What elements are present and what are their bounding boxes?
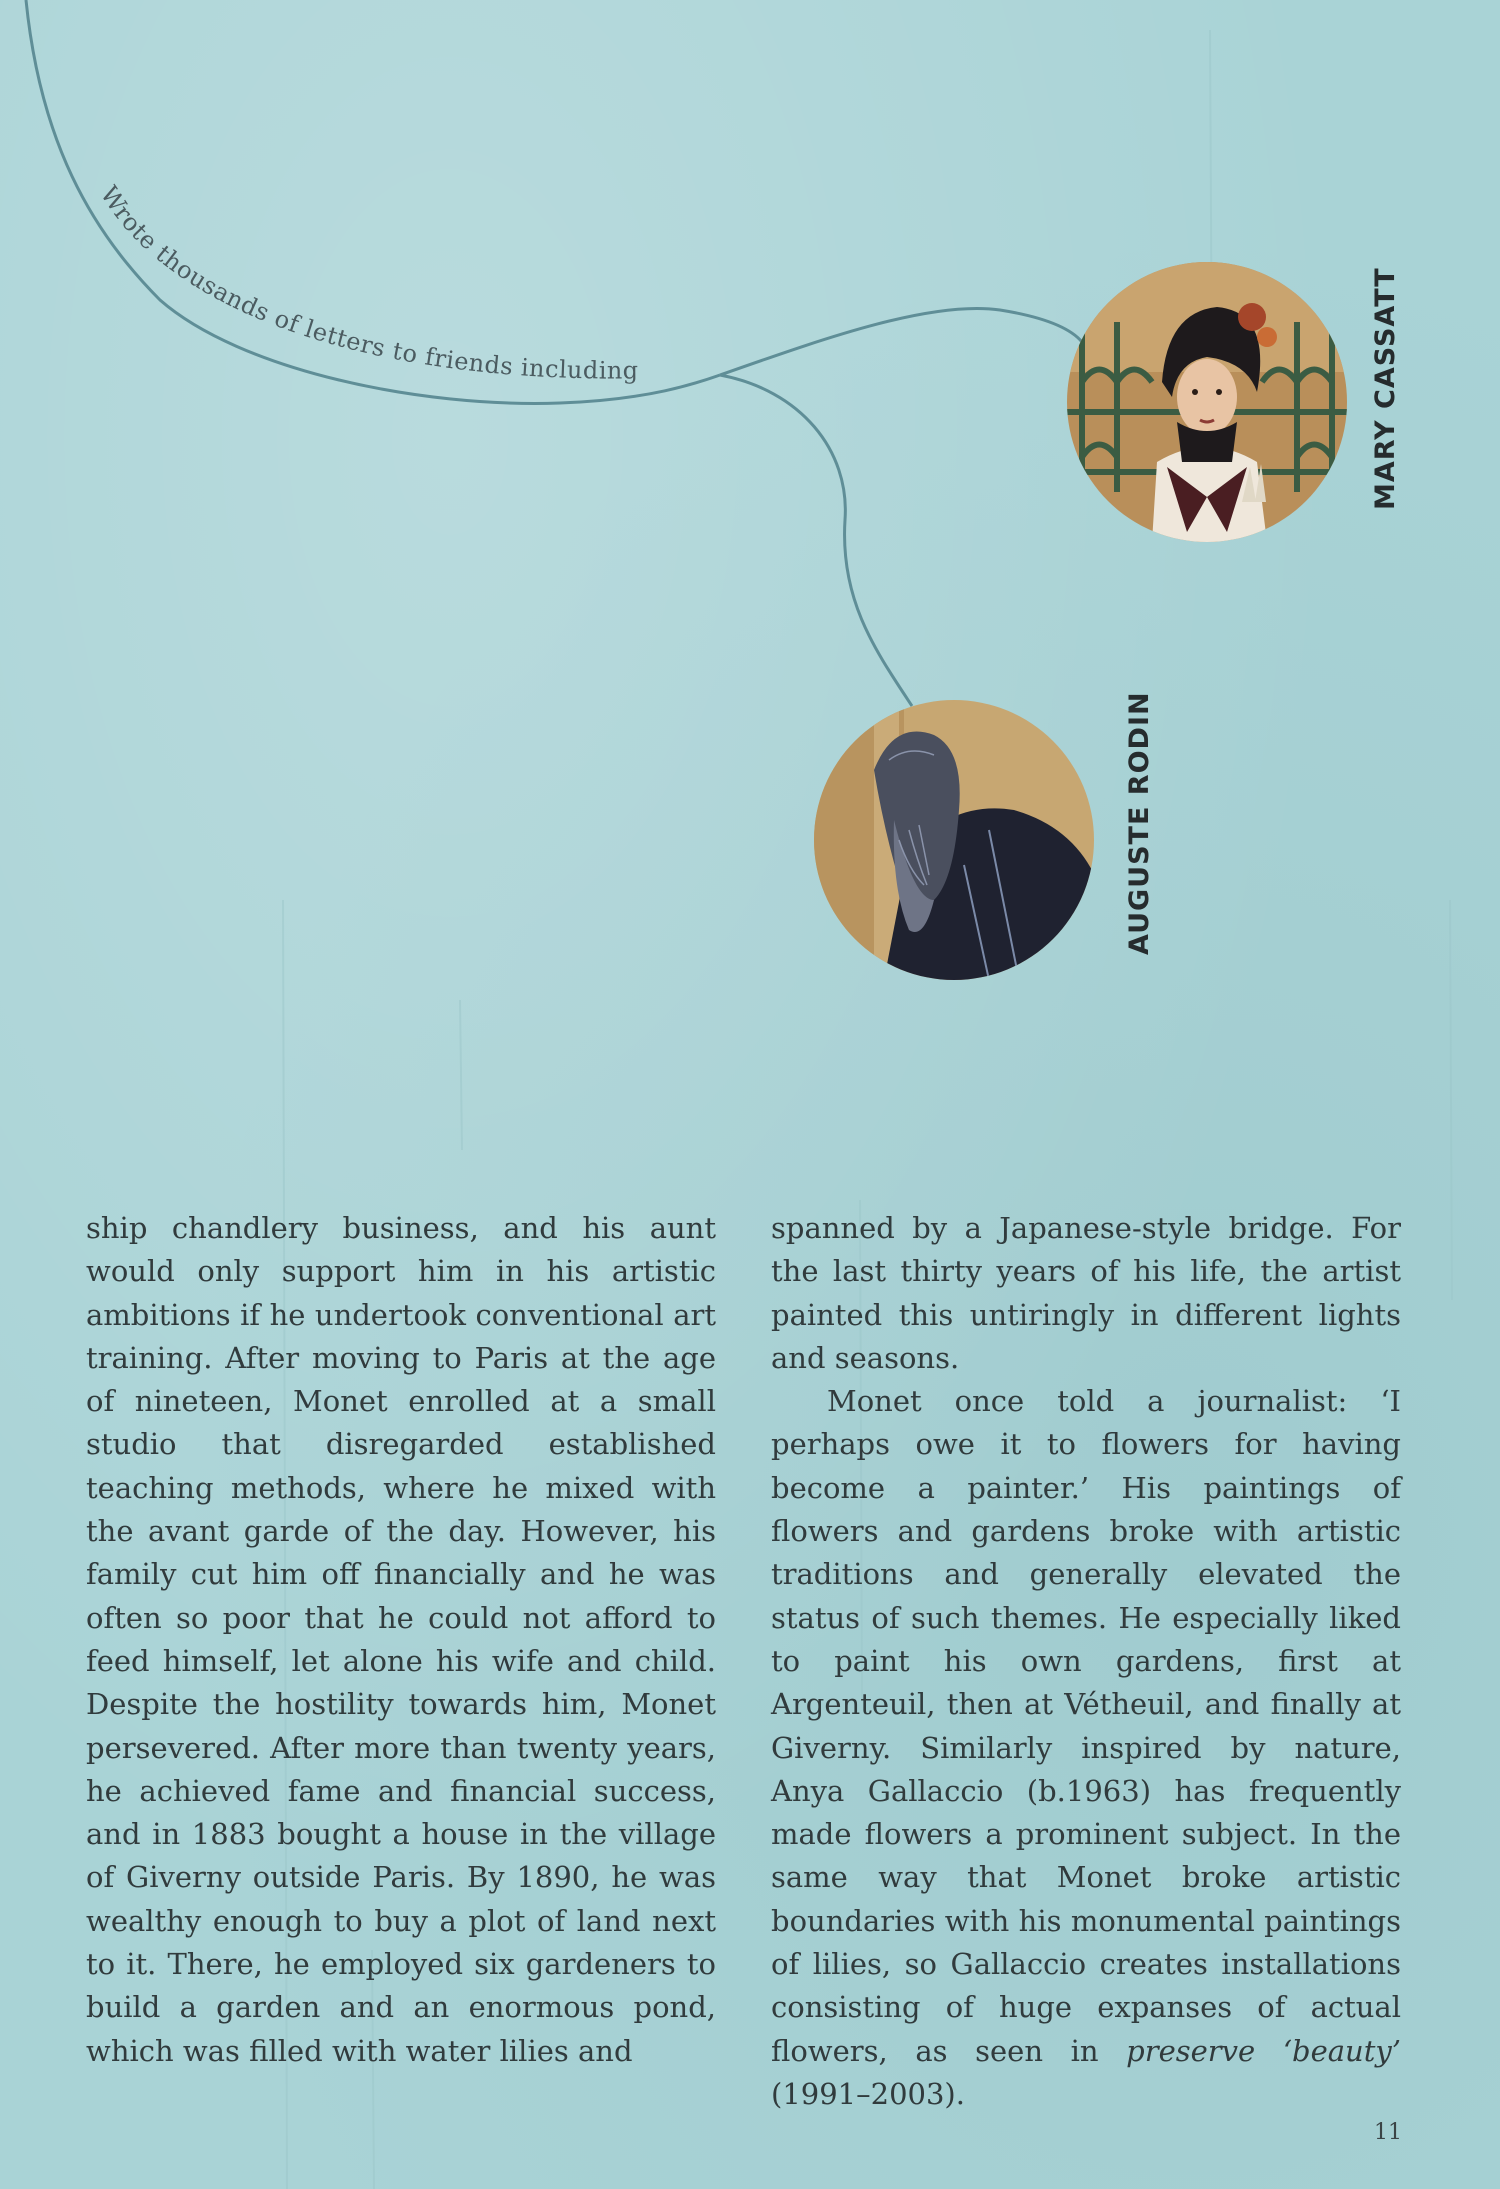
body-text: (1991–2003).: [771, 2076, 965, 2111]
body-paragraph: spanned by a Japanese-style bridge. For the last thirty years of his life, the artist painted this untiringly in different lights and seasons.: [771, 1211, 1401, 1375]
curved-caption: Wrote thousands of letters to friends including: [94, 181, 639, 385]
body-paragraph: [771, 1380, 1401, 2116]
auguste-rodin-label: AUGUSTE RODIN: [1124, 691, 1155, 955]
body-paragraph: ship chandlery business, and his aunt would only support him in his artistic ambitions if he undertook conventional art training. After moving to Paris at the age of nineteen, Monet enrolled at a small studio that disregarded established teaching methods, where he mixed with the avant garde of the day. However, his family cut him off financially and he was often so poor that he could not afford to feed himself, let alone his wife and child. Despite the hostility towards him, Monet persevered. After more than twenty years, he achieved fame and financial success, and in 1883 bought a house in the village of Giverny outside Paris. By 1890, he was wealthy enough to buy a plot of land next to it. There, he employed six gardeners to build a garden and an enormous pond, which was filled with water lilies and: [86, 1211, 716, 2068]
artwork-title: preserve ‘beauty’: [1126, 2033, 1401, 2068]
body-text: Monet once told a journalist: ‘I perhaps owe it to flowers for having become a painter.’ His paintings of flowers and gardens broke with artistic traditions and generally elevated the status of such themes. He especially liked to paint his own gardens, first at Argenteuil, then at Vétheuil, and finally at Giverny. Similarly inspired by nature, Anya Gallaccio (b.1963) has frequently made flowers a prominent subject. In the same way that Monet broke artistic boundaries with his monumental paintings of lilies, so Gallaccio creates installations consisting of huge expanses of actual flowers, as seen in: [771, 1384, 1401, 2068]
auguste-rodin-portrait: [814, 700, 1094, 980]
mary-cassatt-label: MARY CASSATT: [1370, 267, 1401, 510]
body-column-left: [86, 1207, 716, 2073]
cassatt-connector-line: [720, 308, 1082, 375]
body-column-right: [771, 1207, 1401, 2116]
page-number: 11: [1374, 2120, 1402, 2145]
mary-cassatt-portrait: [1067, 262, 1347, 542]
rodin-connector-line: [720, 375, 912, 706]
